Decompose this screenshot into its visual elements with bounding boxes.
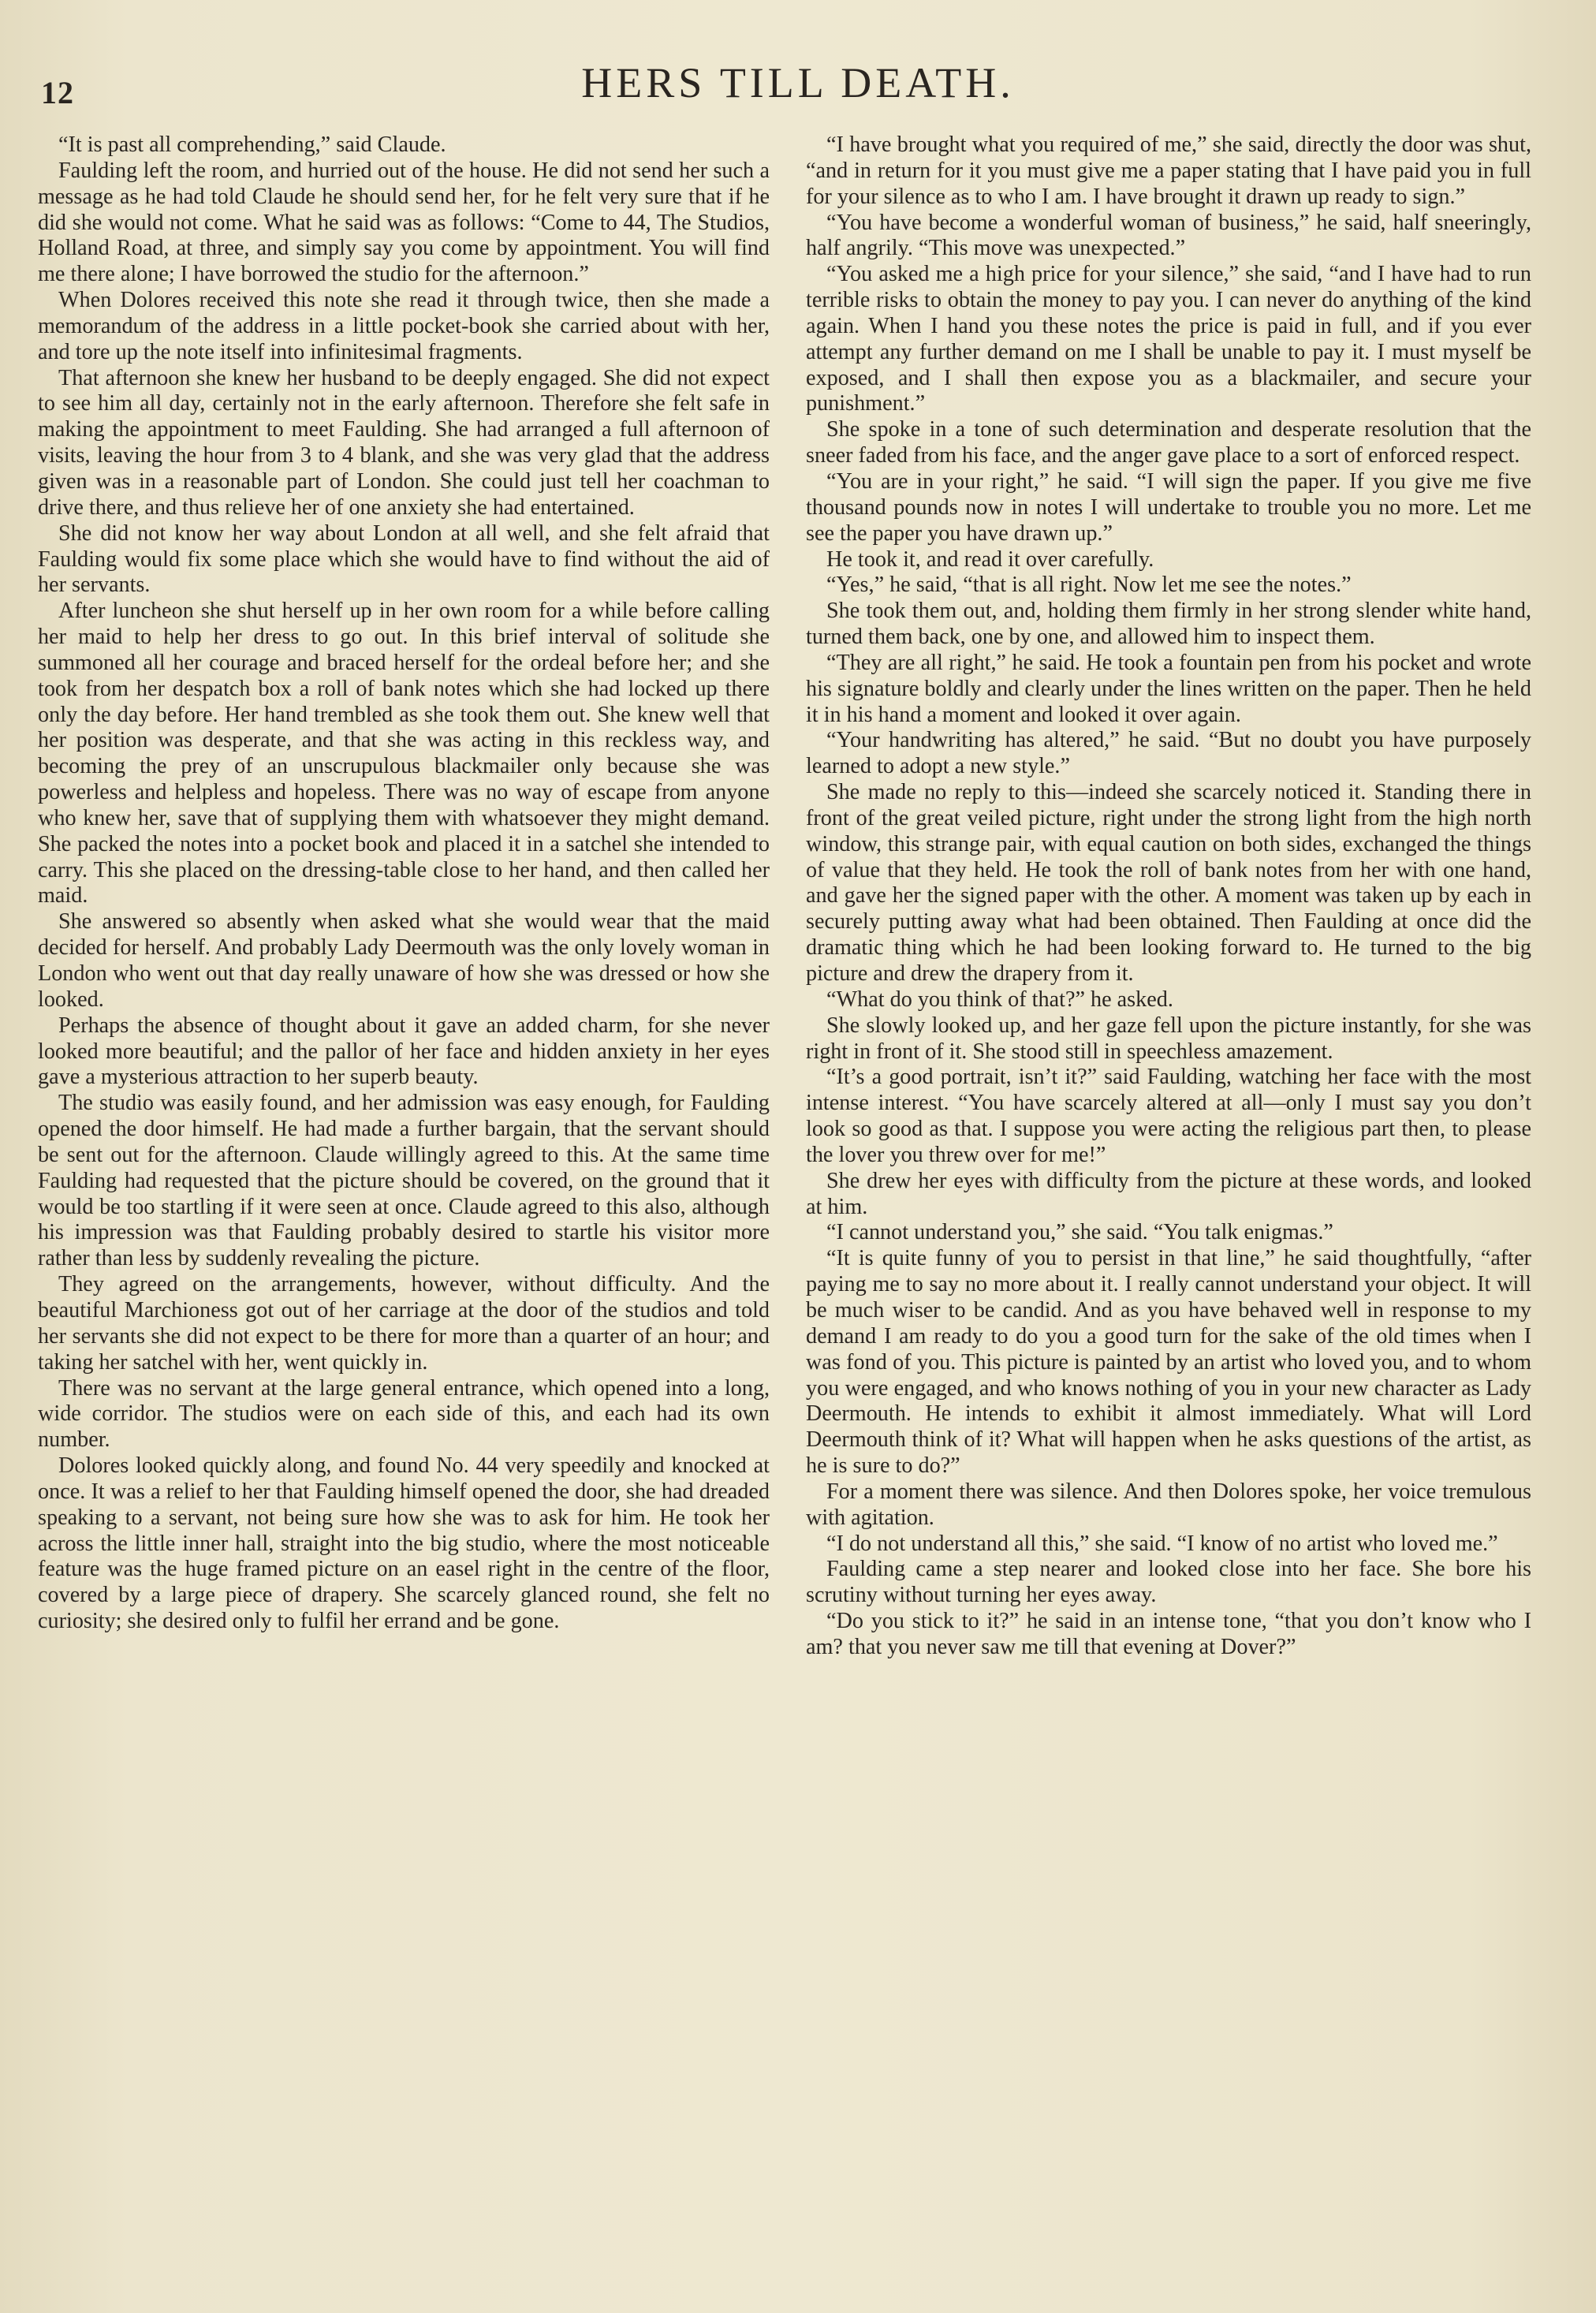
paragraph: Perhaps the absence of thought about it gave an added charm, for she never looked more beautiful; and the pallor of her face and hidden anxiety in her eyes gave a mysterious attraction to her superb beauty. <box>38 1013 770 1090</box>
paragraph: “What do you think of that?” he asked. <box>826 987 1173 1012</box>
paragraph: After luncheon she shut herself up in her own room for a while before calling her maid to help her dress to go out. In this brief interval of solitude she summoned all her courage and braced herself for the ordeal before her; and she took from her despatch box a roll of bank notes which she had locked up there only the day before. Her hand trembled as she took them out. She knew well that her position was desperate, and that she was acting in this reckless way, and becoming the prey of an unscrupulous blackmailer only because she was powerless and helpless and hopeless. There was no way of escape from anyone who knew her, save that of supplying them with whatsoever they might demand. She packed the notes into a pocket book and placed it in a satchel she intended to carry. This she placed on the dressing-table close to her hand, and then called her maid. <box>38 599 770 908</box>
paragraph: “It is quite funny of you to persist in that line,” he said thoughtfully, “after paying me to say no more about it. I really cannot understand your object. It will be much wiser to be candid. And as you have behaved well in response to my demand I am ready to do you a good turn for the sake of the old times when I was fond of you. This picture is painted by an artist who loved you, and to whom you were engaged, and who knows nothing of you in your new character as Lady Deermouth. He intends to exhibit it almost immediately. What will Lord Deermouth think of it? What will happen when he asks questions of the artist, as he is sure to do?” <box>806 1246 1531 1479</box>
paragraph: “Yes,” he said, “that is all right. Now let me see the notes.” <box>826 573 1352 598</box>
paragraph: She made no reply to this—indeed she scarcely noticed it. Standing there in front of the great veiled picture, right under the strong light from the high north window, this strange pair, with equal caution on both sides, exchanged the things of value that they held. He took the roll of bank notes from her with one hand, and gave her the signed paper with the other. A moment was taken up by each in securely putting away what had been obtained. Then Faulding at once did the dramatic thing which he had been looking forward to. He turned to the big picture and drew the drapery from it. <box>806 780 1531 986</box>
right-column <box>806 132 1531 1661</box>
paragraph: Dolores looked quickly along, and found No. 44 very speedily and knocked at once. It was a relief to her that Faulding himself opened the door, she had dreaded speaking to a servant, not being sure how she was to ask for him. He took her across the little inner hall, straight into the big studio, where the most noticeable feature was the huge framed picture on an easel right in the centre of the floor, covered by a large piece of drapery. She scarcely glanced round, she felt no curiosity; she desired only to fulfil her errand and be gone. <box>38 1453 770 1634</box>
paragraph: “I do not understand all this,” she said. “I know of no artist who loved me.” <box>826 1531 1498 1556</box>
paragraph: She drew her eyes with difficulty from the picture at these words, and looked at him. <box>806 1168 1531 1219</box>
paragraph: “It is past all comprehending,” said Claude. <box>58 132 446 157</box>
paragraph: “Your handwriting has altered,” he said. “But no doubt you have purposely learned to adopt a new style.” <box>806 728 1531 779</box>
paragraph: When Dolores received this note she read it through twice, then she made a memorandum of the address in a little pocket-book she carried about with her, and tore up the note itself into infinitesimal fragments. <box>38 288 770 364</box>
paragraph: “I have brought what you required of me,” she said, directly the door was shut, “and in return for it you must give me a paper stating that I have paid you in full for your silence as to who I am. I have brought it drawn up ready to sign.” <box>806 132 1531 209</box>
paragraph: Faulding came a step nearer and looked close into her face. She bore his scrutiny without turning her eyes away. <box>806 1557 1531 1608</box>
running-title: HERS TILL DEATH. <box>581 59 1015 106</box>
paragraph: They agreed on the arrangements, however, without difficulty. And the beautiful Marchioness got out of her carriage at the door of the studios and told her servants she did not expect to be there for more than a quarter of an hour; and taking her satchel with her, went quickly in. <box>38 1272 770 1375</box>
paragraph: There was no servant at the large general entrance, which opened into a long, wide corridor. The studios were on each side of this, and each had its own number. <box>38 1375 770 1453</box>
paragraph: Faulding left the room, and hurried out of the house. He did not send her such a message as he had told Claude he should send her, for he felt very sure that if he did she would not come. What he said was as follows: “Come to 44, The Studios, Holland Road, at three, and simply say you come by appointment. You will find me there alone; I have borrowed the studio for the afternoon.” <box>38 158 770 287</box>
paragraph: She did not know her way about London at all well, and she felt afraid that Faulding would fix some place which she would have to find without the aid of her servants. <box>38 520 770 598</box>
paragraph: “You are in your right,” he said. “I will sign the paper. If you give me five thousand pounds now in notes I will undertake to trouble you no more. Let me see the paper you have drawn up.” <box>806 468 1531 546</box>
paragraph: The studio was easily found, and her admission was easy enough, for Faulding opened the door himself. He had made a further bargain, that the servant should be sent out for the afternoon. Claude willingly agreed to this. At the same time Faulding had requested that the picture should be covered, on the ground that it would be too startling if it were seen at once. Claude agreed to this also, although his impression was that Faulding probably desired to startle his visitor more rather than less by suddenly revealing the picture. <box>38 1091 770 1271</box>
paragraph: She slowly looked up, and her gaze fell upon the picture instantly, for she was right in front of it. She stood still in speechless amazement. <box>806 1013 1531 1064</box>
paragraph: “You asked me a high price for your silence,” she said, “and I have had to run terrible risks to obtain the money to pay you. I can never do anything of the kind again. When I hand you these notes the price is paid in full, and if you ever attempt any further demand on me I shall be unable to pay it. I must myself be exposed, and I shall then expose you as a blackmailer, and secure your punishment.” <box>806 262 1531 416</box>
paragraph: He took it, and read it over carefully. <box>826 547 1154 572</box>
left-column <box>38 132 770 1635</box>
paragraph: For a moment there was silence. And then Dolores spoke, her voice tremulous with agitation. <box>806 1479 1531 1530</box>
paragraph: “It’s a good portrait, isn’t it?” said Faulding, watching her face with the most intense interest. “You have scarcely altered at all—only I must say you don’t look so good as that. I suppose you were acting the religious part then, to please the lover you threw over for me!” <box>806 1065 1531 1167</box>
page-number: 12 <box>41 75 74 110</box>
paragraph: She answered so absently when asked what she would wear that the maid decided for herself. And probably Lady Deermouth was the only lovely woman in London who went out that day really unaware of how she was dressed or how she looked. <box>38 909 770 1012</box>
paragraph: “Do you stick to it?” he said in an intense tone, “that you don’t know who I am? that you never saw me till that evening at Dover?” <box>806 1609 1531 1659</box>
paragraph: “I cannot understand you,” she said. “You talk enigmas.” <box>826 1220 1333 1245</box>
paragraph: “You have become a wonderful woman of business,” he said, half sneeringly, half angrily. “This move was unexpected.” <box>806 210 1531 261</box>
paragraph: That afternoon she knew her husband to be deeply engaged. She did not expect to see him all day, certainly not in the early afternoon. Therefore she felt safe in making the appointment to meet Faulding. She had arranged a full afternoon of visits, leaving the hour from 3 to 4 blank, and she was very glad that the address given was in a reasonable part of London. She could just tell her coachman to drive there, and thus relieve her of one anxiety she had entertained. <box>38 365 770 520</box>
paragraph: She took them out, and, holding them firmly in her strong slender white hand, turned them back, one by one, and allowed him to inspect them. <box>806 599 1531 650</box>
paragraph: “They are all right,” he said. He took a fountain pen from his pocket and wrote his signature boldly and clearly under the lines written on the paper. Then he held it in his hand a moment and looked it over again. <box>806 650 1531 727</box>
paragraph: She spoke in a tone of such determination and desperate resolution that the sneer faded from his face, and the anger gave place to a sort of enforced respect. <box>806 417 1531 468</box>
